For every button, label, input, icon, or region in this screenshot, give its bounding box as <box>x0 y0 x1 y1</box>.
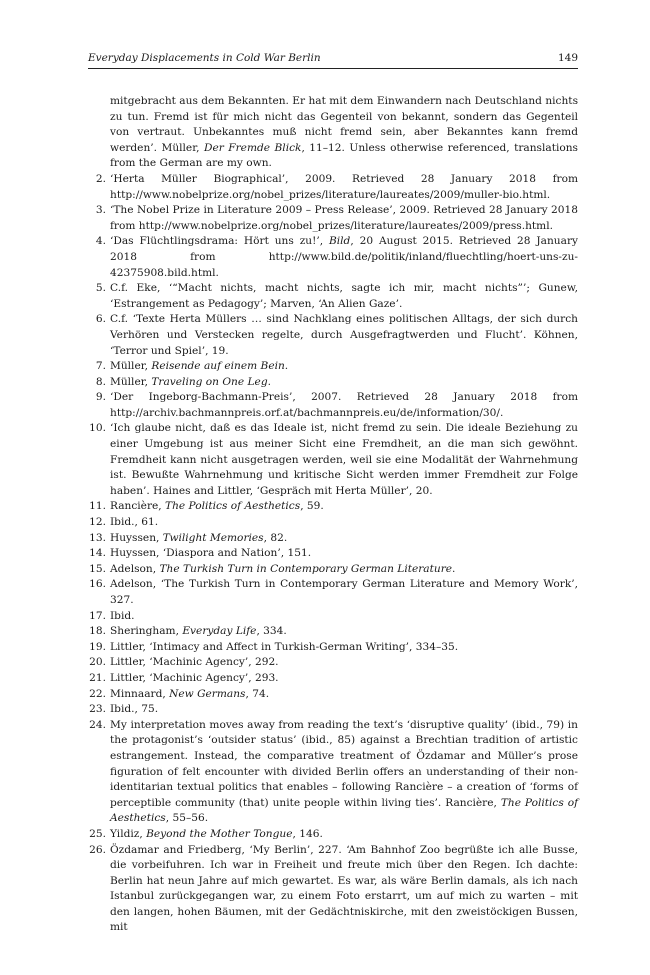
endnote-number: 12. <box>89 516 106 529</box>
endnote-number: 18. <box>89 625 106 638</box>
endnote-number: 10. <box>89 422 106 435</box>
endnote <box>88 562 578 578</box>
endnote <box>88 546 578 562</box>
endnote-text: Ibid. <box>110 609 135 622</box>
endnote <box>88 312 578 359</box>
endnote-text: My interpretation moves away from reading the text’s ‘disruptive quality’ (ibid., 79) in the protagonist’s ‘outsider status’ (ibid., 85) against a Brechtian tradition of artistic estrangement. Instead, the comparative treatment of Özdamar and Müller’s prose figuration of felt encounter with divided Berlin offers an understanding of their non-identitarian textual politics that enables – following Rancière – a creation of ‘forms of perceptible community (that) unite people within living ties’. Rancière, The Politics of Aesthetics, 55–56. <box>110 718 578 825</box>
endnote <box>88 718 578 827</box>
endnote <box>88 655 578 671</box>
endnote <box>88 687 578 703</box>
endnote-continuation <box>88 94 578 172</box>
endnote-number: 8. <box>95 375 106 388</box>
endnote-number: 9. <box>95 391 106 404</box>
endnote-number: 16. <box>89 578 106 591</box>
endnote-number: 5. <box>95 282 106 295</box>
endnote-number: 11. <box>89 500 106 513</box>
endnote <box>88 702 578 718</box>
endnote-number: 17. <box>89 609 106 622</box>
endnote-number: 3. <box>95 204 106 217</box>
endnote <box>88 234 578 281</box>
running-header <box>88 52 578 69</box>
endnote-text: Müller, Traveling on One Leg. <box>110 375 271 388</box>
endnote-number: 15. <box>89 562 106 575</box>
endnote-text: ‘Ich glaube nicht, daß es das Ideale ist, nicht fremd zu sein. Die ideale Beziehung zu einer Umgebung ist aus meiner Sicht eine Fremdheit, an die man sich gewöhnt. Fremdheit kann nicht ausgetragen werden, weil sie eine Modalität der Wahrnehmung ist. Bewußte Wahrnehmung und kritische Sicht werden immer Fremdheit zur Folge haben’. Haines and Littler, ‘Gespräch mit Herta Müller’, 20. <box>110 422 578 497</box>
endnote-number: 19. <box>89 640 106 653</box>
endnote <box>88 609 578 625</box>
endnote-text: Littler, ‘Machinic Agency’, 292. <box>110 656 279 669</box>
endnote-text: ‘The Nobel Prize in Literature 2009 – Press Release’, 2009. Retrieved 28 January 2018 from http://www.nobelprize.org/nobel_prizes/literature/laureates/2009/press.html. <box>110 204 578 232</box>
endnote <box>88 515 578 531</box>
endnote <box>88 671 578 687</box>
endnote <box>88 499 578 515</box>
running-title: Everyday Displacements in Cold War Berlin <box>88 52 321 64</box>
endnote-text: Littler, ‘Intimacy and Affect in Turkish-German Writing’, 334–35. <box>110 640 459 653</box>
endnote-number: 26. <box>89 843 106 856</box>
endnote <box>88 172 578 203</box>
endnote-number: 24. <box>89 718 106 731</box>
endnote <box>88 624 578 640</box>
endnote-text: Minnaard, New Germans, 74. <box>110 687 270 700</box>
endnote-text: Littler, ‘Machinic Agency’, 293. <box>110 671 279 684</box>
endnote-text: Huyssen, Twilight Memories, 82. <box>110 531 288 544</box>
endnote-number: 7. <box>95 360 106 373</box>
endnote <box>88 203 578 234</box>
endnote-text: Ibid., 75. <box>110 703 159 716</box>
endnote <box>88 281 578 312</box>
endnote-number: 2. <box>95 172 106 185</box>
endnote-text: ‘Das Flüchtlingsdrama: Hört uns zu!’, Bild, 20 August 2015. Retrieved 28 January 2018 from http://www.bild.de/politik/inland/fluechtling/hoert-uns-zu-42375908.bild.html. <box>110 235 578 279</box>
endnote-number: 25. <box>89 827 106 840</box>
endnote <box>88 421 578 499</box>
endnote-text: Adelson, ‘The Turkish Turn in Contemporary German Literature and Memory Work’, 327. <box>110 578 578 606</box>
endnote <box>88 843 578 937</box>
endnote-text: Sheringham, Everyday Life, 334. <box>110 625 287 638</box>
endnote <box>88 359 578 375</box>
endnote-number: 4. <box>95 235 106 248</box>
endnotes-list <box>88 94 578 936</box>
endnote <box>88 827 578 843</box>
endnote-text: ‘Der Ingeborg-Bachmann-Preis’, 2007. Retrieved 28 January 2018 from http://archiv.bachmannpreis.orf.at/bachmannpreis.eu/de/information/30/. <box>110 391 578 419</box>
endnote <box>88 531 578 547</box>
endnote-number: 22. <box>89 687 106 700</box>
endnote-text: Ibid., 61. <box>110 516 159 529</box>
endnote-text: Yildiz, Beyond the Mother Tongue, 146. <box>110 827 323 840</box>
endnote-text: Müller, Reisende auf einem Bein. <box>110 360 289 373</box>
endnote-text: mitgebracht aus dem Bekannten. Er hat mit dem Einwandern nach Deutschland nichts zu tun. Fremd ist für mich nicht das Gegenteil von bekannt, sondern das Gegenteil von vertraut. Unbekanntes muß nicht fremd sein, aber Bekanntes kann fremd werden’. Müller, Der Fremde Blick, 11–12. Unless otherwise referenced, translations from the German are my own. <box>110 95 578 170</box>
endnote-number: 20. <box>89 656 106 669</box>
endnote <box>88 390 578 421</box>
endnote-text: C.f. Eke, ‘“Macht nichts, macht nichts, sagte ich mir, macht nichts”’; Gunew, ‘Estrangement as Pedagogy’; Marven, ‘An Alien Gaze’. <box>110 282 578 310</box>
page-number: 149 <box>557 52 578 64</box>
endnote-text: Özdamar and Friedberg, ‘My Berlin’, 227. ‘Am Bahnhof Zoo begrüßte ich alle Busse, die vorbeifuhren. Ich war in Freiheit und freute mich über den Regen. Ich dachte: Berlin hat neun Jahre auf mich gewartet. Es war, als wäre Berlin damals, als ich nach Istanbul zurückgegangen war, zu einem Foto erstarrt, um auf mich zu warten – mit den langen, hohen Bäumen, mit der Gedächtniskirche, mit den zweistöckigen Bussen, mit <box>110 843 578 934</box>
endnote-number: 13. <box>89 531 106 544</box>
endnote <box>88 640 578 656</box>
endnote-text: Rancière, The Politics of Aesthetics, 59. <box>110 500 324 513</box>
endnote-text: C.f. ‘Texte Herta Müllers … sind Nachklang eines politischen Alltags, der sich durch Verhören und Verstecken regelte, durch Ausgefragtwerden und Flucht’. Köhnen, ‘Terror und Spiel’, 19. <box>110 313 578 357</box>
endnote <box>88 577 578 608</box>
endnote-text: Huyssen, ‘Diaspora and Nation’, 151. <box>110 547 312 560</box>
endnote-number: 21. <box>89 671 106 684</box>
endnote-number: 6. <box>95 313 106 326</box>
endnote-text: Adelson, The Turkish Turn in Contemporary German Literature. <box>110 562 456 575</box>
endnote-text: ‘Herta Müller Biographical’, 2009. Retrieved 28 January 2018 from http://www.nobelprize.org/nobel_prizes/literature/laureates/2009/muller-bio.html. <box>110 172 578 201</box>
endnote <box>88 375 578 391</box>
endnote-number: 23. <box>89 703 106 716</box>
endnote-number: 14. <box>89 547 106 560</box>
